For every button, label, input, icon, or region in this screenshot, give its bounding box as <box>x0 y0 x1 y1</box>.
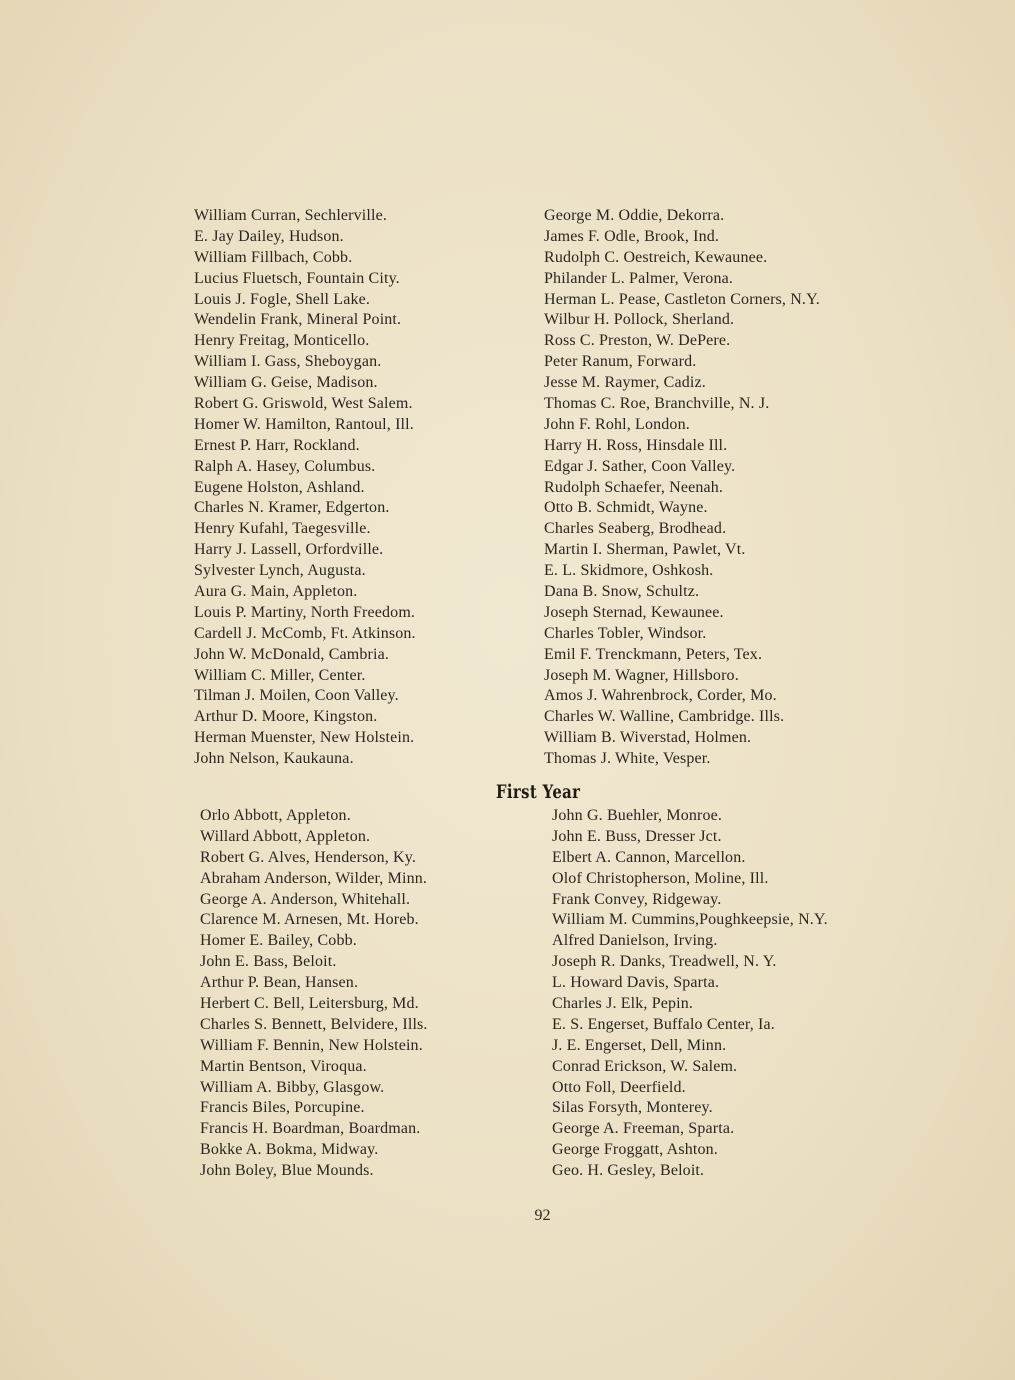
list-entry: Arthur P. Bean, Hansen. <box>200 974 359 992</box>
list-entry: Wendelin Frank, Mineral Point. <box>194 311 402 329</box>
list-entry: Abraham Anderson, Wilder, Minn. <box>200 869 428 887</box>
list-entry: Aura G. Main, Appleton. <box>194 583 358 601</box>
list-entry: Martin I. Sherman, Pawlet, Vt. <box>544 541 746 559</box>
list-entry: William F. Bennin, New Holstein. <box>200 1036 423 1054</box>
list-entry: Elbert A. Cannon, Marcellon. <box>552 848 746 866</box>
list-entry: Martin Bentson, Viroqua. <box>200 1057 367 1075</box>
list-entry: Charles S. Bennett, Belvidere, Ills. <box>200 1015 428 1033</box>
list-entry: Robert G. Griswold, West Salem. <box>194 395 413 413</box>
list-entry: Thomas J. White, Vesper. <box>544 750 711 768</box>
list-entry: Sylvester Lynch, Augusta. <box>194 562 366 580</box>
list-entry: Homer W. Hamilton, Rantoul, Ill. <box>194 415 414 433</box>
list-entry: E. Jay Dailey, Hudson. <box>194 227 344 245</box>
list-entry: Harry H. Ross, Hinsdale Ill. <box>544 436 728 454</box>
list-entry: George M. Oddie, Dekorra. <box>544 207 725 224</box>
list-entry: Bokke A. Bokma, Midway. <box>200 1141 379 1159</box>
list-entry: Cardell J. McComb, Ft. Atkinson. <box>194 624 416 642</box>
list-entry: Joseph M. Wagner, Hillsboro. <box>544 666 739 684</box>
list-entry: Lucius Fluetsch, Fountain City. <box>194 269 400 287</box>
list-entry: Joseph R. Danks, Treadwell, N. Y. <box>552 953 777 971</box>
list-entry: James F. Odle, Brook, Ind. <box>544 227 720 245</box>
list-entry: Frank Convey, Ridgeway. <box>552 890 722 908</box>
list-entry: Francis Biles, Porcupine. <box>200 1099 365 1117</box>
list-entry: Charles Tobler, Windsor. <box>544 624 707 642</box>
list-entry: Rudolph Schaefer, Neenah. <box>544 478 724 496</box>
list-entry: Silas Forsyth, Monterey. <box>552 1099 713 1117</box>
list-entry: Charles N. Kramer, Edgerton. <box>194 499 390 517</box>
list-entry: Herbert C. Bell, Leitersburg, Md. <box>200 995 419 1013</box>
list-entry: John E. Bass, Beloit. <box>200 953 337 971</box>
list-entry: Arthur D. Moore, Kingston. <box>194 708 378 726</box>
list-entry: William Curran, Sechlerville. <box>194 207 387 224</box>
list-entry: John G. Buehler, Monroe. <box>552 807 723 824</box>
list-entry: Conrad Erickson, W. Salem. <box>552 1057 738 1075</box>
list-entry: Edgar J. Sather, Coon Valley. <box>544 457 736 475</box>
list-entry: William A. Bibby, Glasgow. <box>200 1078 385 1096</box>
list-entry: Philander L. Palmer, Verona. <box>544 269 733 287</box>
list-entry: Louis J. Fogle, Shell Lake. <box>194 290 371 308</box>
list-entry: J. E. Engerset, Dell, Minn. <box>552 1036 727 1054</box>
list-entry: L. Howard Davis, Sparta. <box>552 974 720 992</box>
section-heading: First Year <box>496 781 581 803</box>
list-entry: Rudolph C. Oestreich, Kewaunee. <box>544 248 768 266</box>
list-entry: Robert G. Alves, Henderson, Ky. <box>200 848 417 866</box>
list-entry: Ralph A. Hasey, Columbus. <box>194 457 376 475</box>
list-entry: Herman L. Pease, Castleton Corners, N.Y. <box>544 290 820 308</box>
list-entry: William Fillbach, Cobb. <box>194 248 353 266</box>
list-entry: Louis P. Martiny, North Freedom. <box>194 603 416 621</box>
list-entry: William I. Gass, Sheboygan. <box>194 353 382 371</box>
list-entry: Henry Kufahl, Taegesville. <box>194 520 371 538</box>
list-entry: Charles W. Walline, Cambridge. Ills. <box>544 708 785 726</box>
list-entry: John F. Rohl, London. <box>544 415 690 433</box>
list-entry: Tilman J. Moilen, Coon Valley. <box>194 687 399 705</box>
name-list-upper-left <box>194 206 416 770</box>
list-entry: Emil F. Trenckmann, Peters, Tex. <box>544 645 763 663</box>
list-entry: Ernest P. Harr, Rockland. <box>194 436 360 454</box>
list-entry: Willard Abbott, Appleton. <box>200 827 371 845</box>
list-entry: Peter Ranum, Forward. <box>544 353 697 371</box>
name-list-upper-right <box>544 206 820 770</box>
list-entry: George A. Anderson, Whitehall. <box>200 890 411 908</box>
list-entry: Dana B. Snow, Schultz. <box>544 583 700 601</box>
list-entry: Alfred Danielson, Irving. <box>552 932 718 950</box>
list-entry: Joseph Sternad, Kewaunee. <box>544 603 724 621</box>
list-entry: Otto B. Schmidt, Wayne. <box>544 499 708 517</box>
list-entry: William M. Cummins,Poughkeepsie, N.Y. <box>552 911 828 929</box>
list-entry: Ross C. Preston, W. DePere. <box>544 332 731 350</box>
list-entry: Charles J. Elk, Pepin. <box>552 995 694 1013</box>
page-number: 92 <box>534 1207 551 1224</box>
list-entry: Orlo Abbott, Appleton. <box>200 807 351 824</box>
list-entry: George A. Freeman, Sparta. <box>552 1120 735 1138</box>
list-entry: E. L. Skidmore, Oshkosh. <box>544 562 714 580</box>
list-entry: John W. McDonald, Cambria. <box>194 645 389 663</box>
list-entry: E. S. Engerset, Buffalo Center, Ia. <box>552 1015 775 1033</box>
list-entry: Olof Christopherson, Moline, Ill. <box>552 869 769 887</box>
list-entry: William G. Geise, Madison. <box>194 374 378 392</box>
list-entry: Harry J. Lassell, Orfordville. <box>194 541 384 559</box>
list-entry: Eugene Holston, Ashland. <box>194 478 365 496</box>
list-entry: Herman Muenster, New Holstein. <box>194 729 415 747</box>
list-entry: Charles Seaberg, Brodhead. <box>544 520 727 538</box>
list-entry: George Froggatt, Ashton. <box>552 1141 718 1159</box>
list-entry: William C. Miller, Center. <box>194 666 366 684</box>
list-entry: Otto Foll, Deerfield. <box>552 1078 686 1096</box>
list-entry: William B. Wiverstad, Holmen. <box>544 729 752 747</box>
list-entry: Clarence M. Arnesen, Mt. Horeb. <box>200 911 419 929</box>
list-entry: Wilbur H. Pollock, Sherland. <box>544 311 735 329</box>
list-entry: Jesse M. Raymer, Cadiz. <box>544 374 706 392</box>
list-entry: John Boley, Blue Mounds. <box>200 1162 374 1180</box>
list-entry: John Nelson, Kaukauna. <box>194 750 354 768</box>
list-entry: Homer E. Bailey, Cobb. <box>200 932 357 950</box>
list-entry: Francis H. Boardman, Boardman. <box>200 1120 421 1138</box>
name-list-lower-right <box>552 806 828 1182</box>
list-entry: Henry Freitag, Monticello. <box>194 332 370 350</box>
name-list-lower-left <box>200 806 428 1182</box>
list-entry: John E. Buss, Dresser Jct. <box>552 827 722 845</box>
list-entry: Geo. H. Gesley, Beloit. <box>552 1162 705 1180</box>
list-entry: Thomas C. Roe, Branchville, N. J. <box>544 395 770 413</box>
list-entry: Amos J. Wahrenbrock, Corder, Mo. <box>544 687 777 705</box>
